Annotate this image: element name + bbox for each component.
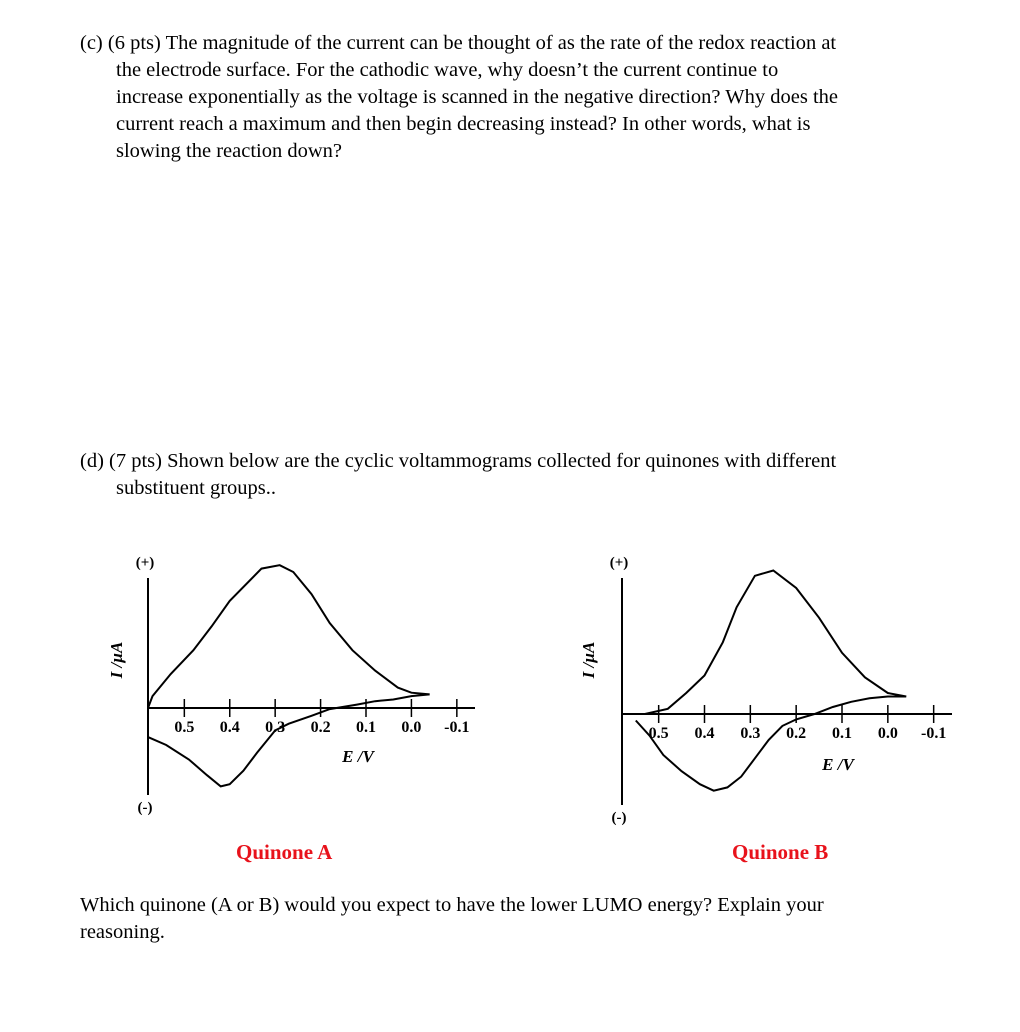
x-axis-title: E /V [822, 755, 854, 774]
caption-quinone-b: Quinone B [732, 840, 829, 864]
tick-label-group [649, 725, 947, 742]
y-axis-title: I /µA [579, 641, 598, 679]
question-c-line: current reach a maximum and then begin decreasing instead? In other words, what is [116, 113, 811, 135]
x-tick-label: 0.0 [401, 719, 422, 736]
y-axis-title: I /µA [107, 641, 126, 679]
y-negative-label: (-) [137, 800, 153, 816]
question-c-line: increase exponentially as the voltage is scanned in the negative direction? Why does the [116, 86, 838, 108]
final-question-line: Which quinone (A or B) would you expect to have the lower LUMO energy? Explain your [80, 894, 824, 916]
x-tick-label: 0.1 [356, 719, 376, 736]
question-c-line: slowing the reaction down? [116, 140, 343, 162]
x-tick-label: 0.2 [786, 725, 807, 742]
x-tick-label: 0.4 [219, 719, 240, 736]
question-d-line: substituent groups.. [116, 477, 277, 499]
y-positive-label: (+) [135, 555, 155, 571]
x-axis-title: E /V [342, 747, 374, 766]
x-tick-label: 0.5 [174, 719, 195, 736]
x-tick-label: 0.5 [648, 725, 669, 742]
y-positive-label: (+) [609, 555, 629, 571]
x-tick-label: 0.0 [877, 725, 898, 742]
caption-quinone-a: Quinone A [236, 840, 333, 864]
y-negative-label: (-) [611, 810, 627, 826]
oxidation-wave-line [645, 571, 906, 715]
x-tick-label: 0.3 [265, 719, 286, 736]
x-tick-label: 0.2 [310, 719, 331, 736]
final-question-line: reasoning. [80, 921, 165, 943]
x-tick-label: 0.1 [832, 725, 852, 742]
question-d-line: (d) (7 pts) Shown below are the cyclic voltammograms collected for quinones with different [80, 450, 837, 472]
reduction-wave-line [636, 697, 906, 791]
x-tick-label: 0.4 [694, 725, 715, 742]
x-tick-label: 0.3 [740, 725, 761, 742]
question-c-line: (c) (6 pts) The magnitude of the current can be thought of as the rate of the redox reaction at [80, 32, 837, 54]
final-question [80, 892, 970, 946]
x-tick-label: -0.1 [921, 725, 947, 742]
question-c-line: the electrode surface. For the cathodic wave, why doesn’t the current continue to [116, 59, 779, 81]
x-tick-label: -0.1 [444, 719, 470, 736]
